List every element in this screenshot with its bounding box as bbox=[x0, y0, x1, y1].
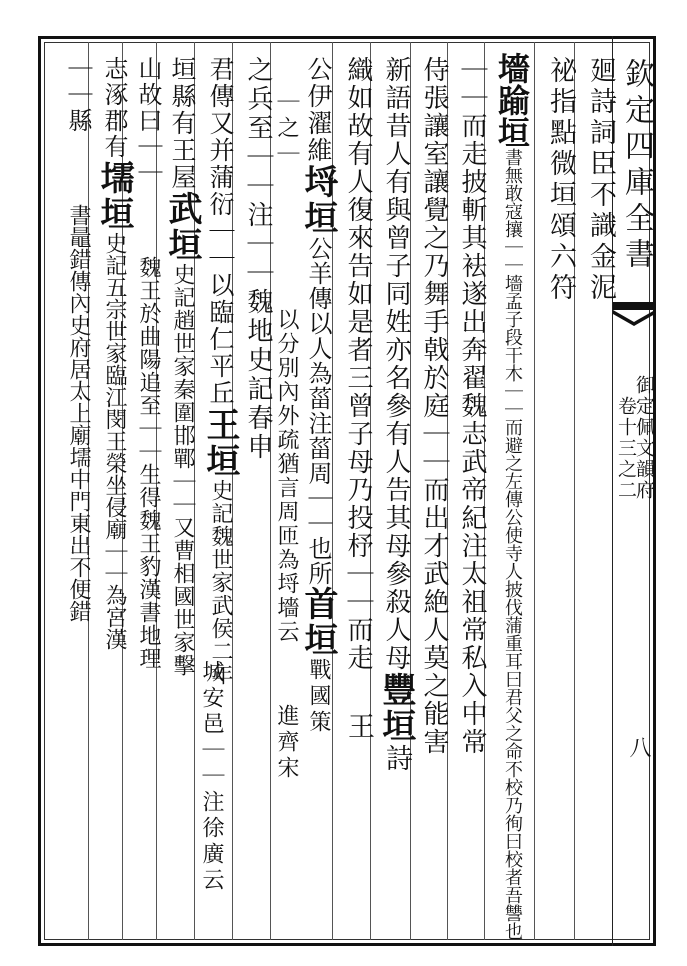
column-text: 志涿郡有 bbox=[100, 56, 128, 160]
column-text: 書鼂錯傳內史府居太上廟壖中門東出不便錯 bbox=[66, 204, 91, 622]
text-column bbox=[538, 56, 582, 304]
column-text: 城安邑｜｜注徐廣云 bbox=[199, 660, 224, 894]
book-title: 欽定四庫全書 bbox=[619, 58, 654, 274]
column-text: 史記趙世家秦圍邯鄲｜｜又曹相國世家擊 bbox=[170, 263, 195, 677]
column-text: 之兵至｜｜注｜｜魏地史記春申 bbox=[243, 56, 273, 462]
text-column bbox=[198, 56, 242, 686]
column-text: ｜｜縣 bbox=[64, 56, 92, 134]
text-column bbox=[450, 56, 494, 756]
column-text: 廻詩詞臣不識金泥 bbox=[585, 56, 616, 304]
column-text: ｜之｜ bbox=[274, 90, 299, 168]
column-text: 書無敢寇攘｜｜墻孟子段干木｜｜而避之左傳公使寺人披伐蒲重耳曰君父之命不校乃徇曰校者吾讐也 bbox=[502, 148, 523, 940]
column-text: 君傳又并蒲衍｜｜以臨仁平丘 bbox=[206, 56, 235, 407]
column-text: 新語昔人有與曾子同姓亦名參有人告其母參殺人母 bbox=[381, 56, 411, 672]
column-text: 詩 bbox=[381, 744, 412, 775]
column-text: 戰國策 bbox=[306, 658, 331, 736]
text-column bbox=[56, 56, 100, 622]
text-column bbox=[490, 52, 534, 940]
column-text: 進齊宋 bbox=[274, 704, 299, 782]
column-text: ｜｜而走披斬其袪遂出奔翟魏志武帝紀注太祖常私入中常 bbox=[457, 56, 487, 756]
entry-headword: 豐垣 bbox=[376, 672, 416, 744]
entry-headword: 武垣 bbox=[162, 191, 202, 263]
column-text: 侍張讓室讓覺之乃舞手戟於庭｜｜而出才武絶人莫之能害 bbox=[419, 56, 449, 756]
entry-headword: 王垣 bbox=[200, 407, 240, 479]
column-text: 垣縣有王屋 bbox=[168, 56, 197, 191]
text-column bbox=[578, 56, 622, 304]
page-number: 八 bbox=[626, 736, 651, 758]
column-rule bbox=[534, 42, 535, 940]
column-text: 史記魏世家武侯二年 bbox=[208, 479, 233, 686]
column-text: 王 bbox=[343, 712, 374, 743]
column-text: 魏王於曲陽追至｜｜生得魏王豹漢書地理 bbox=[136, 256, 161, 670]
fishtail-mark-icon bbox=[613, 302, 655, 326]
entry-headword: 埒垣 bbox=[298, 164, 338, 236]
column-text: 祕指點微垣頌六符 bbox=[545, 56, 576, 304]
text-column bbox=[196, 660, 226, 894]
side-title bbox=[615, 336, 655, 501]
side-title-line1: 御定佩文韻府 bbox=[633, 375, 655, 501]
text-column bbox=[374, 56, 418, 775]
column-text: 織如故有人復來告如是者三曾子母乃投杼｜｜而走 bbox=[343, 56, 373, 672]
entry-headword: 墻踰垣 bbox=[493, 52, 531, 148]
column-text: 山故曰｜｜ bbox=[134, 56, 162, 186]
column-text: 以分別內外疏猶言周匝為埒墻云 bbox=[274, 308, 299, 644]
text-column bbox=[412, 56, 456, 756]
text-column bbox=[296, 56, 340, 736]
column-text: 史記五宗世家臨江閔王榮坐侵廟｜｜為宮漢 bbox=[102, 232, 127, 650]
column-text: 公伊濯維 bbox=[304, 56, 333, 164]
text-column bbox=[236, 56, 280, 462]
text-column bbox=[336, 56, 380, 743]
entry-headword: 壖垣 bbox=[94, 160, 134, 232]
entry-headword: 首垣 bbox=[298, 586, 338, 658]
side-title-line2: 卷十三之二 bbox=[615, 396, 637, 501]
column-text: 公羊傳以人為菑注菑周｜｜也所 bbox=[304, 236, 332, 586]
